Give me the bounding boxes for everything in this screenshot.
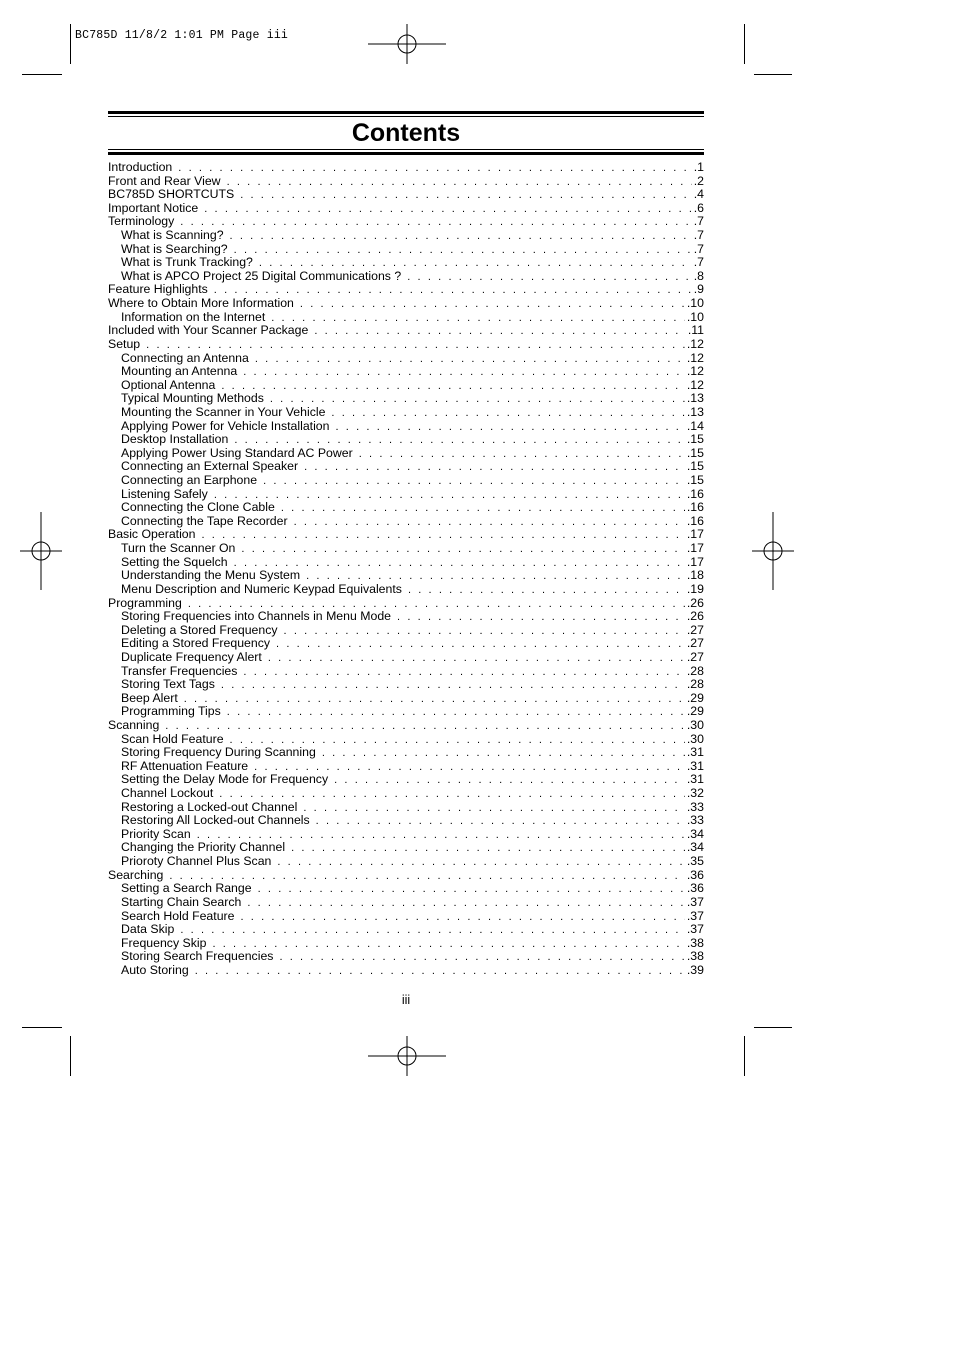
toc-entry-page: .2	[693, 174, 704, 188]
toc-dot-leader	[254, 761, 685, 774]
toc-entry[interactable]	[108, 828, 704, 842]
toc-dot-leader	[180, 216, 691, 229]
toc-entry-label: Scan Hold Feature	[121, 732, 224, 746]
toc-entry[interactable]	[108, 311, 704, 325]
toc-entry-page: .12	[686, 337, 704, 351]
toc-entry[interactable]	[108, 297, 704, 311]
toc-dot-leader	[240, 189, 692, 202]
toc-dot-leader	[227, 176, 692, 189]
toc-dot-leader	[314, 325, 686, 338]
toc-entry-page: .10	[686, 297, 704, 311]
toc-dot-leader	[230, 230, 692, 243]
toc-entry-label: BC785D SHORTCUTS	[108, 188, 235, 202]
toc-dot-leader	[243, 366, 685, 379]
toc-entry-label: Understanding the Menu System	[121, 569, 301, 583]
toc-dot-leader	[300, 298, 685, 311]
toc-entry[interactable]	[108, 338, 704, 352]
toc-entry-page: .13	[686, 405, 704, 419]
toc-entry-label: Menu Description and Numeric Keypad Equivalents	[121, 582, 402, 596]
toc-entry-label: What is APCO Project 25 Digital Communications ?	[121, 269, 402, 283]
toc-entry[interactable]	[108, 433, 704, 447]
toc-entry[interactable]	[108, 896, 704, 910]
toc-entry[interactable]	[108, 229, 704, 243]
toc-dot-leader	[359, 448, 685, 461]
toc-entry-page: .7	[693, 215, 704, 229]
toc-dot-leader	[184, 693, 685, 706]
toc-entry[interactable]	[108, 814, 704, 828]
toc-entry-label: RF Attenuation Feature	[121, 759, 249, 773]
page-number: iii	[401, 993, 411, 1007]
toc-entry[interactable]	[108, 283, 704, 297]
toc-entry-label: Beep Alert	[121, 691, 178, 705]
toc-dot-leader	[240, 911, 684, 924]
toc-dot-leader	[227, 706, 685, 719]
toc-entry-page: .29	[686, 705, 704, 719]
toc-entry[interactable]	[108, 202, 704, 216]
toc-dot-leader	[247, 897, 685, 910]
toc-entry-page: .12	[686, 378, 704, 392]
toc-entry[interactable]	[108, 937, 704, 951]
toc-entry-page: .29	[686, 691, 704, 705]
toc-dot-leader	[202, 529, 685, 542]
toc-entry[interactable]	[108, 637, 704, 651]
toc-entry-label: Connecting the Tape Recorder	[121, 514, 288, 528]
toc-entry-page: .36	[686, 868, 704, 882]
toc-entry-page: .32	[686, 787, 704, 801]
toc-entry-label: Deleting a Stored Frequency	[121, 623, 278, 637]
toc-entry-label: Searching	[108, 868, 164, 882]
toc-entry-label: Storing Text Tags	[121, 678, 215, 692]
table-of-contents	[108, 161, 704, 978]
toc-dot-leader	[255, 353, 685, 366]
toc-dot-leader	[335, 421, 684, 434]
toc-entry-label: Storing Frequencies into Channels in Menu Mode	[121, 610, 392, 624]
toc-entry-page: .10	[686, 310, 704, 324]
toc-dot-leader	[306, 570, 685, 583]
crop-mark-top-right-vertical	[744, 24, 745, 64]
toc-entry-page: .15	[686, 460, 704, 474]
toc-dot-leader	[284, 625, 685, 638]
toc-entry-page: .11	[687, 324, 704, 338]
toc-dot-leader	[165, 720, 685, 733]
toc-entry[interactable]	[108, 528, 704, 542]
toc-dot-leader	[303, 802, 685, 815]
toc-entry-page: .33	[686, 814, 704, 828]
toc-entry-label: Important Notice	[108, 201, 199, 215]
toc-entry[interactable]	[108, 352, 704, 366]
toc-entry-page: .37	[686, 909, 704, 923]
toc-entry[interactable]	[108, 243, 704, 257]
toc-dot-leader	[271, 312, 685, 325]
toc-entry-label: Editing a Stored Frequency	[121, 637, 271, 651]
toc-dot-leader	[241, 543, 685, 556]
toc-entry[interactable]	[108, 256, 704, 270]
toc-entry-page: .16	[686, 501, 704, 515]
toc-entry[interactable]	[108, 665, 704, 679]
toc-entry-page: .16	[686, 514, 704, 528]
toc-entry-page: .17	[686, 542, 704, 556]
toc-entry-page: .15	[686, 433, 704, 447]
toc-entry-label: Scanning	[108, 718, 160, 732]
toc-entry[interactable]	[108, 705, 704, 719]
toc-entry-label: Connecting an Earphone	[121, 474, 258, 488]
toc-entry[interactable]	[108, 215, 704, 229]
toc-dot-leader	[234, 434, 685, 447]
toc-entry-page: .6	[693, 201, 704, 215]
toc-dot-leader	[316, 815, 685, 828]
toc-dot-leader	[276, 638, 685, 651]
toc-entry-page: .27	[686, 637, 704, 651]
toc-entry[interactable]	[108, 270, 704, 284]
toc-entry-label: Feature Highlights	[108, 283, 208, 297]
toc-entry-page: .15	[686, 446, 704, 460]
toc-entry-page: .14	[686, 419, 704, 433]
printer-slug: BC785D 11/8/2 1:01 PM Page iii	[75, 29, 289, 42]
toc-entry-label: Setting the Squelch	[121, 555, 228, 569]
toc-entry-label: Desktop Installation	[121, 433, 229, 447]
toc-entry-page: .28	[686, 678, 704, 692]
toc-entry-page: .9	[693, 283, 704, 297]
toc-entry-label: Setup	[108, 337, 141, 351]
toc-entry[interactable]	[108, 760, 704, 774]
toc-dot-leader	[322, 747, 685, 760]
registration-mark-bottom-icon	[368, 1036, 446, 1078]
toc-entry[interactable]	[108, 841, 704, 855]
toc-dot-leader	[331, 407, 684, 420]
toc-entry-page: .30	[686, 732, 704, 746]
toc-entry[interactable]	[108, 964, 704, 978]
toc-dot-leader	[407, 271, 692, 284]
toc-entry[interactable]	[108, 569, 704, 583]
toc-entry[interactable]	[108, 773, 704, 787]
toc-entry-label: Starting Chain Search	[121, 895, 242, 909]
title-rule-top-thin	[108, 116, 704, 117]
toc-entry-label: Storing Search Frequencies	[121, 950, 274, 964]
toc-entry[interactable]	[108, 624, 704, 638]
toc-dot-leader	[178, 162, 691, 175]
crop-mark-top-right-horizontal	[754, 74, 792, 75]
toc-dot-leader	[169, 870, 685, 883]
toc-entry-label: Changing the Priority Channel	[121, 841, 286, 855]
toc-dot-leader	[279, 951, 684, 964]
page-title: Contents	[351, 119, 461, 147]
toc-dot-leader	[204, 203, 692, 216]
toc-entry-page: .37	[686, 895, 704, 909]
toc-entry-page: .15	[686, 474, 704, 488]
toc-entry-page: .36	[686, 882, 704, 896]
toc-dot-leader	[277, 856, 685, 869]
toc-entry-page: .28	[686, 664, 704, 678]
toc-entry-page: .37	[686, 923, 704, 937]
toc-entry[interactable]	[108, 678, 704, 692]
crop-mark-bottom-left-vertical	[70, 1036, 71, 1076]
toc-entry-page: .30	[686, 718, 704, 732]
toc-entry-label: Connecting the Clone Cable	[121, 501, 275, 515]
toc-entry[interactable]	[108, 324, 704, 338]
toc-entry-label: Search Hold Feature	[121, 909, 235, 923]
toc-entry-label: What is Scanning?	[121, 229, 224, 243]
toc-entry[interactable]	[108, 583, 704, 597]
registration-mark-left-icon	[20, 512, 62, 590]
toc-entry-label: Auto Storing	[121, 963, 189, 977]
toc-entry-label: Listening Safely	[121, 487, 208, 501]
toc-dot-leader	[146, 339, 685, 352]
toc-dot-leader	[291, 842, 685, 855]
toc-entry-label: Storing Frequency During Scanning	[121, 746, 316, 760]
toc-entry-label: Duplicate Frequency Alert	[121, 650, 262, 664]
registration-mark-top-icon	[368, 24, 446, 66]
toc-entry-label: Mounting an Antenna	[121, 365, 238, 379]
toc-entry[interactable]	[108, 556, 704, 570]
toc-entry-page: .8	[693, 269, 704, 283]
toc-entry[interactable]	[108, 420, 704, 434]
toc-entry-label: Information on the Internet	[121, 310, 266, 324]
toc-entry-label: Setting a Search Range	[121, 882, 252, 896]
toc-entry[interactable]	[108, 597, 704, 611]
toc-dot-leader	[219, 788, 685, 801]
toc-entry-label: Front and Rear View	[108, 174, 221, 188]
toc-entry-label: Terminology	[108, 215, 175, 229]
toc-entry-page: .27	[686, 623, 704, 637]
toc-dot-leader	[212, 938, 684, 951]
toc-entry[interactable]	[108, 175, 704, 189]
crop-mark-bottom-right-vertical	[744, 1036, 745, 1076]
toc-entry-label: Applying Power Using Standard AC Power	[121, 446, 353, 460]
toc-entry-label: Connecting an Antenna	[121, 351, 249, 365]
toc-entry[interactable]	[108, 501, 704, 515]
toc-dot-leader	[408, 584, 685, 597]
toc-entry[interactable]	[108, 787, 704, 801]
toc-entry-label: Channel Lockout	[121, 787, 214, 801]
toc-entry-page: .1	[693, 161, 704, 174]
toc-entry[interactable]	[108, 161, 704, 175]
toc-entry-label: Setting the Delay Mode for Frequency	[121, 773, 329, 787]
toc-entry[interactable]	[108, 910, 704, 924]
toc-dot-leader	[234, 557, 685, 570]
toc-dot-leader	[304, 461, 685, 474]
toc-dot-leader	[270, 393, 685, 406]
toc-entry-page: .38	[686, 950, 704, 964]
toc-entry-label: Applying Power for Vehicle Installation	[121, 419, 330, 433]
title-rule-top-thick	[108, 111, 704, 114]
toc-entry-label: Mounting the Scanner in Your Vehicle	[121, 405, 326, 419]
toc-entry-page: .4	[693, 188, 704, 202]
toc-dot-leader	[263, 475, 685, 488]
toc-dot-leader	[195, 965, 685, 978]
toc-entry-page: .13	[686, 392, 704, 406]
toc-entry-label: Data Skip	[121, 923, 175, 937]
toc-dot-leader	[180, 924, 685, 937]
toc-entry[interactable]	[108, 719, 704, 733]
toc-entry-page: .12	[686, 351, 704, 365]
toc-entry-label: Restoring a Locked-out Channel	[121, 800, 298, 814]
toc-entry-page: .31	[686, 773, 704, 787]
toc-entry[interactable]	[108, 460, 704, 474]
registration-mark-right-icon	[752, 512, 794, 590]
toc-entry[interactable]	[108, 474, 704, 488]
toc-entry-label: Frequency Skip	[121, 936, 207, 950]
toc-entry-label: Connecting an External Speaker	[121, 460, 299, 474]
toc-entry-label: Restoring All Locked-out Channels	[121, 814, 310, 828]
toc-entry-page: .34	[686, 841, 704, 855]
toc-entry-label: What is Trunk Tracking?	[121, 256, 253, 270]
contents-header	[108, 111, 704, 155]
toc-entry[interactable]	[108, 692, 704, 706]
toc-dot-leader	[258, 883, 685, 896]
toc-entry-page: .31	[686, 759, 704, 773]
toc-dot-leader	[334, 774, 685, 787]
toc-entry-page: .35	[686, 855, 704, 869]
toc-entry-page: .27	[686, 650, 704, 664]
title-rule-bottom-thick	[108, 152, 704, 155]
crop-mark-bottom-right-horizontal	[754, 1027, 792, 1028]
toc-dot-leader	[214, 489, 685, 502]
toc-entry-label: Priority Scan	[121, 827, 191, 841]
toc-entry[interactable]	[108, 447, 704, 461]
toc-entry[interactable]	[108, 801, 704, 815]
toc-entry[interactable]	[108, 379, 704, 393]
toc-entry[interactable]	[108, 542, 704, 556]
toc-entry[interactable]	[108, 406, 704, 420]
toc-entry[interactable]	[108, 882, 704, 896]
toc-entry-page: .34	[686, 827, 704, 841]
toc-dot-leader	[188, 598, 685, 611]
toc-dot-leader	[281, 502, 685, 515]
toc-entry[interactable]	[108, 733, 704, 747]
toc-entry-label: Turn the Scanner On	[121, 542, 236, 556]
toc-entry-page: .19	[686, 582, 704, 596]
toc-entry-label: Basic Operation	[108, 528, 196, 542]
title-rule-bottom-thin	[108, 149, 704, 150]
toc-entry-label: What is Searching?	[121, 242, 228, 256]
toc-dot-leader	[268, 652, 685, 665]
toc-dot-leader	[259, 257, 692, 270]
toc-dot-leader	[221, 380, 685, 393]
toc-entry-page: .39	[686, 963, 704, 977]
toc-entry-label: Optional Antenna	[121, 378, 216, 392]
toc-entry[interactable]	[108, 488, 704, 502]
toc-entry[interactable]	[108, 855, 704, 869]
toc-entry-page: .18	[686, 569, 704, 583]
toc-entry[interactable]	[108, 950, 704, 964]
toc-entry-page: .7	[693, 242, 704, 256]
toc-dot-leader	[214, 284, 692, 297]
toc-dot-leader	[243, 666, 684, 679]
toc-entry[interactable]	[108, 746, 704, 760]
toc-entry-label: Prioroty Channel Plus Scan	[121, 855, 272, 869]
crop-mark-top-left-horizontal	[22, 74, 62, 75]
toc-entry-label: Introduction	[108, 161, 173, 174]
toc-dot-leader	[230, 734, 685, 747]
toc-entry[interactable]	[108, 365, 704, 379]
crop-mark-bottom-left-horizontal	[22, 1027, 62, 1028]
toc-entry[interactable]	[108, 651, 704, 665]
crop-mark-top-left-vertical	[70, 24, 71, 64]
toc-entry-page: .7	[693, 256, 704, 270]
toc-dot-leader	[197, 829, 685, 842]
toc-entry-page: .33	[686, 800, 704, 814]
toc-entry-page: .7	[693, 229, 704, 243]
toc-entry-label: Programming Tips	[121, 705, 221, 719]
toc-entry[interactable]	[108, 188, 704, 202]
toc-entry[interactable]	[108, 515, 704, 529]
toc-dot-leader	[234, 244, 692, 257]
toc-entry-page: .38	[686, 936, 704, 950]
toc-dot-leader	[294, 516, 685, 529]
toc-entry-label: Where to Obtain More Information	[108, 297, 294, 311]
toc-dot-leader	[221, 679, 685, 692]
toc-entry-page: .26	[686, 596, 704, 610]
toc-entry-page: .26	[686, 610, 704, 624]
toc-entry[interactable]	[108, 392, 704, 406]
toc-entry-label: Programming	[108, 596, 182, 610]
toc-entry-label: Transfer Frequencies	[121, 664, 238, 678]
toc-entry-page: .17	[686, 528, 704, 542]
toc-entry[interactable]	[108, 610, 704, 624]
toc-entry-label: Included with Your Scanner Package	[108, 324, 309, 338]
toc-dot-leader	[397, 611, 685, 624]
toc-entry[interactable]	[108, 923, 704, 937]
toc-entry[interactable]	[108, 869, 704, 883]
toc-entry-page: .17	[686, 555, 704, 569]
toc-entry-page: .16	[686, 487, 704, 501]
toc-entry-page: .31	[686, 746, 704, 760]
toc-entry-page: .12	[686, 365, 704, 379]
toc-entry-label: Typical Mounting Methods	[121, 392, 264, 406]
